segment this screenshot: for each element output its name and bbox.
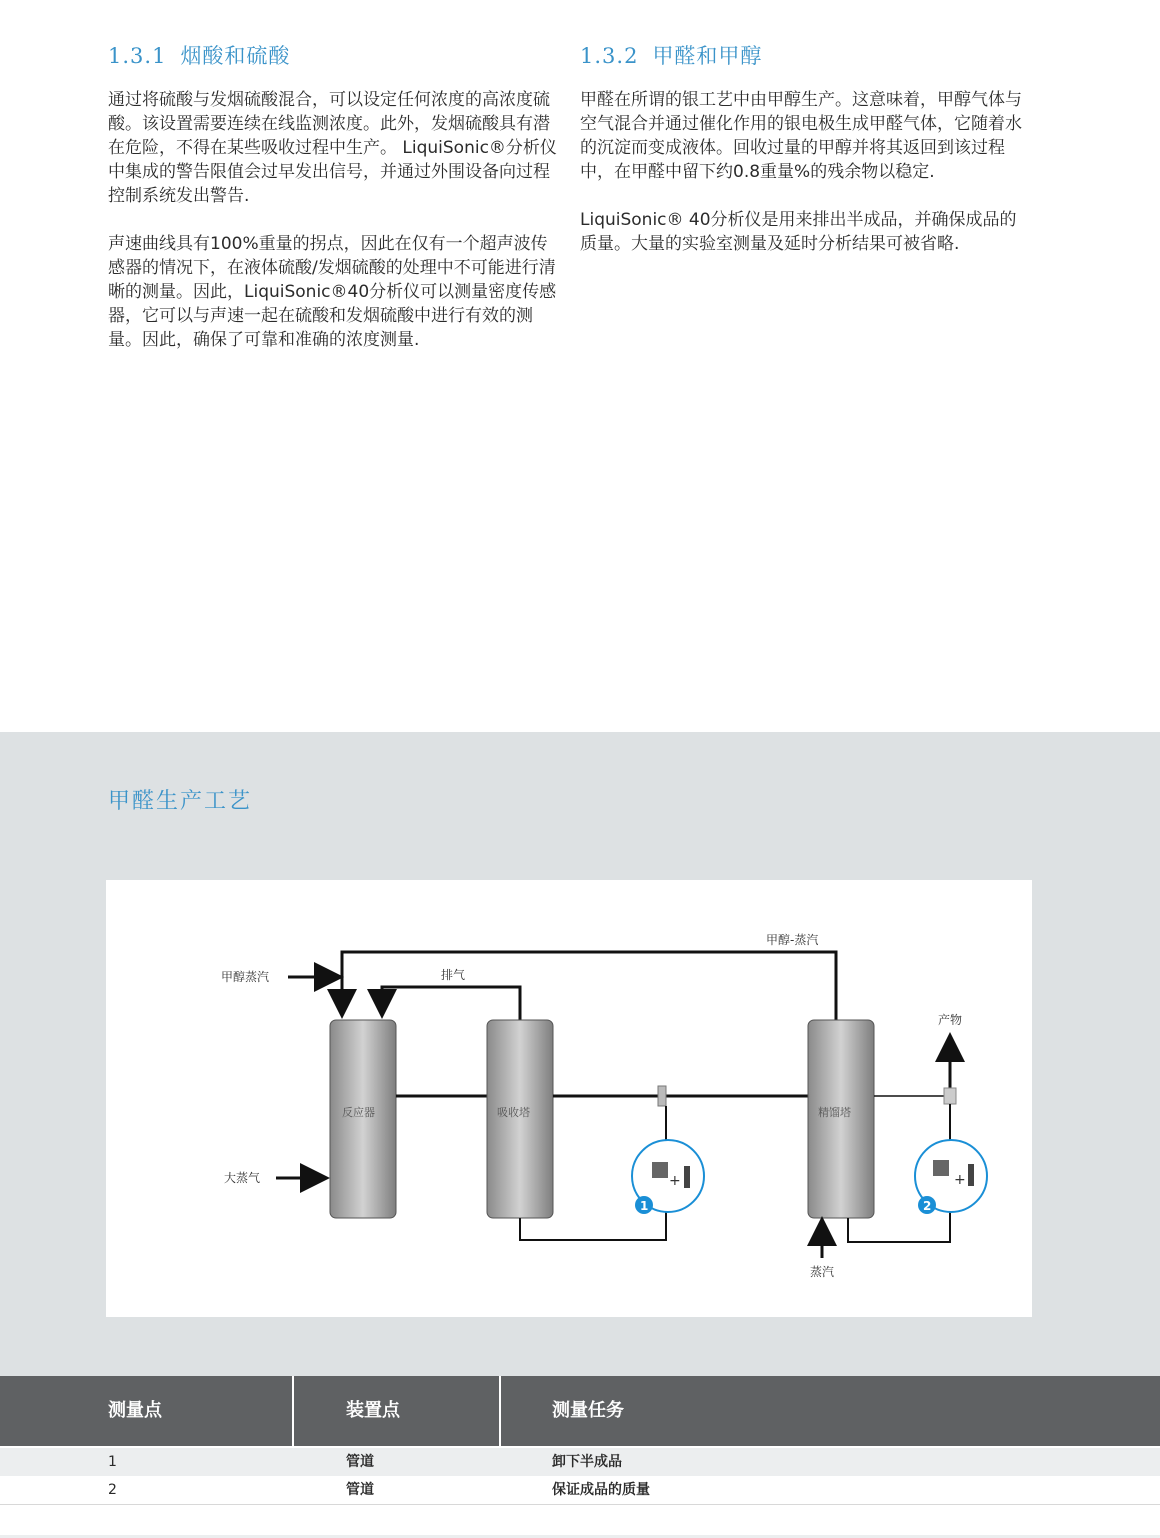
section-1-heading: [108, 40, 290, 70]
section-1-number: 1.3.1: [108, 44, 167, 68]
diagram-title: 甲醛生产工艺: [108, 789, 253, 814]
cell-install: 管道: [346, 1454, 374, 1470]
probe-1-icon: [684, 1166, 690, 1188]
cell-install: 管道: [346, 1482, 374, 1498]
section-1-body: [108, 88, 560, 376]
section-1-paragraph: 通过将硫酸与发烟硫酸混合，可以设定任何浓度的高浓度硫酸。该设置需要连续在线监测浓度。此外，发烟硫酸具有潜在危险，不得在某些吸收过程中生产。 LiquiSonic®分析仪中集成的警告限值会过早发出信号，并通过外围设备向过程控制系统发出警告.: [108, 90, 557, 206]
sensor-2-flange: [944, 1088, 956, 1104]
recycle-label: 甲醇-蒸汽: [766, 933, 819, 947]
header-divider: [292, 1376, 294, 1446]
steam-label: 蒸汽: [810, 1265, 835, 1279]
header-measurement-point: 测量点: [108, 1400, 162, 1421]
section-2-number: 1.3.2: [580, 44, 639, 68]
table-header: [0, 1376, 1160, 1446]
section-2-body: [580, 88, 1032, 280]
header-task: 测量任务: [552, 1400, 624, 1421]
absorber-label: 吸收塔: [497, 1106, 530, 1119]
column-vessel: [808, 1020, 874, 1218]
header-install-point: 装置点: [346, 1400, 400, 1421]
section-1-paragraph: 声速曲线具有100%重量的拐点，因此在仅有一个超声波传感器的情况下，在液体硫酸/发烟硫酸的处理中不可能进行清晰的测量。因此，LiquiSonic®40分析仪可以测量密度传感器，它可以与声速一起在硫酸和发烟硫酸中进行有效的测量。因此，确保了可靠和准确的浓度测量.: [108, 234, 557, 350]
plus-1-icon: +: [669, 1173, 681, 1189]
exhaust-line: [382, 987, 520, 1020]
process-diagram: [106, 880, 1032, 1317]
section-2-title: 甲醛和甲醇: [652, 44, 763, 68]
analyzer-1-icon: [652, 1162, 668, 1178]
cell-task: 卸下半成品: [552, 1454, 622, 1470]
cell-task: 保证成品的质量: [552, 1482, 650, 1498]
reactor-vessel: [330, 1020, 396, 1218]
probe-2-icon: [968, 1164, 974, 1186]
absorber-vessel: [487, 1020, 553, 1218]
cell-point: 2: [108, 1482, 117, 1498]
header-divider: [499, 1376, 501, 1446]
plus-2-icon: +: [954, 1172, 966, 1188]
product-label: 产物: [938, 1013, 963, 1027]
air-label: 大蒸气: [224, 1171, 261, 1185]
sensor-1-flange: [658, 1086, 666, 1106]
section-1-title: 烟酸和硫酸: [180, 44, 291, 68]
reactor-label: 反应器: [342, 1106, 375, 1119]
marker-1-number: 1: [640, 1199, 649, 1213]
analyzer-2-icon: [933, 1160, 949, 1176]
column-label: 精馏塔: [818, 1106, 851, 1119]
section-2-paragraph: LiquiSonic® 40分析仪是用来排出半成品，并确保成品的质量。大量的实验室测量及延时分析结果可被省略.: [580, 210, 1017, 254]
exhaust-label: 排气: [441, 968, 466, 982]
table-row: [0, 1448, 1160, 1476]
section-2-paragraph: 甲醛在所谓的银工艺中由甲醇生产。这意味着，甲醇气体与空气混合并通过催化作用的银电极生成甲醛气体，它随着水的沉淀而变成液体。回收过量的甲醇并将其返回到该过程中，在甲醛中留下约0.8重量%的残余物以稳定.: [580, 90, 1022, 182]
inlet-label: 甲醇蒸汽: [221, 970, 270, 984]
table-row: [0, 1476, 1160, 1505]
section-2-heading: [580, 40, 762, 70]
cell-point: 1: [108, 1454, 117, 1470]
marker-2-number: 2: [923, 1199, 932, 1213]
process-flow-svg: [106, 880, 1032, 1317]
